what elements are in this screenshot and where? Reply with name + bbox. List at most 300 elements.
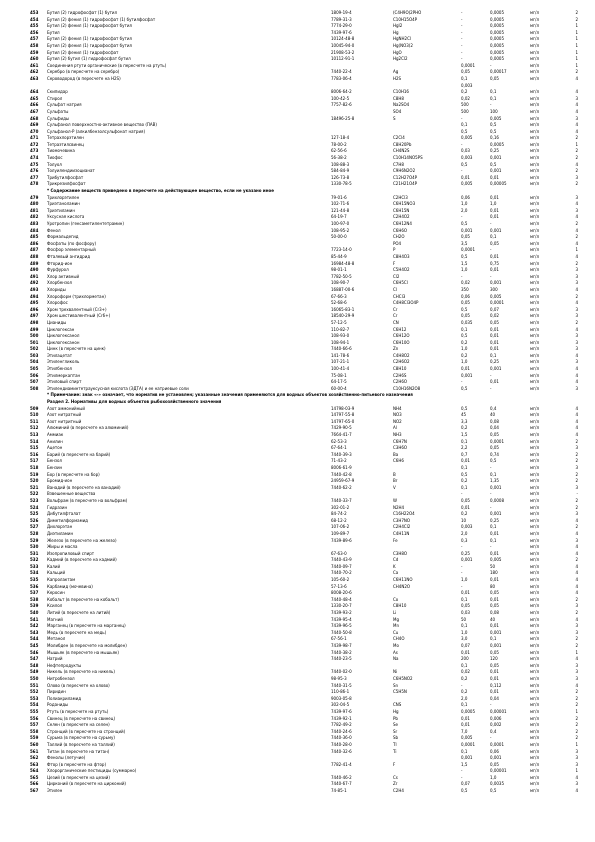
- substance-name: Триэтаноламин: [47, 201, 80, 207]
- limit-value-b: 0,01: [490, 174, 499, 180]
- cas-number: 56-38-2: [331, 155, 347, 161]
- limit-value-a: 0,7: [461, 451, 468, 457]
- row-index: 523: [30, 497, 39, 503]
- chemical-formula: C9H6N2O2: [393, 168, 416, 174]
- hazard-class: 2: [575, 715, 578, 721]
- table-row: [0, 162, 595, 169]
- hazard-class: 1: [575, 23, 578, 29]
- chemical-formula: CNS: [393, 702, 402, 708]
- row-index: 530: [30, 544, 39, 550]
- table-row: [0, 221, 595, 228]
- hazard-class: 4: [575, 418, 578, 424]
- limit-value-a: -: [461, 42, 463, 48]
- substance-name: Ксилол: [47, 603, 63, 609]
- hazard-class: 2: [575, 10, 578, 15]
- chemical-formula: C2HCl3: [393, 194, 408, 200]
- hazard-class: 3: [575, 781, 578, 787]
- limit-value-a: -: [461, 168, 463, 174]
- limit-value-b: 180: [490, 570, 498, 576]
- cas-number: 16887-00-6: [331, 286, 355, 292]
- limit-value-a: 0,1: [461, 623, 468, 629]
- unit: мг/л: [530, 438, 540, 444]
- limit-value-b: 0,74: [490, 451, 499, 457]
- table-row: [0, 630, 595, 637]
- unit: мг/л: [530, 583, 540, 589]
- cas-number: 127-18-4: [331, 135, 350, 141]
- table-row: [0, 458, 595, 465]
- unit: мг/л: [530, 339, 540, 345]
- unit: мг/л: [530, 267, 540, 273]
- row-index: 527: [30, 524, 39, 530]
- row-index: 497: [30, 313, 39, 319]
- substance-name: Анилин: [47, 438, 63, 444]
- limit-value-b: 0,01: [490, 267, 499, 273]
- row-index: 473: [30, 148, 39, 154]
- table-row: [0, 175, 595, 182]
- cas-number: 7440-32-6: [331, 748, 352, 754]
- limit-value-b: 0,05: [490, 649, 499, 655]
- unit: мг/л: [530, 649, 540, 655]
- table-row: [0, 340, 595, 347]
- chemical-formula: Tl: [393, 741, 397, 747]
- table-row: [0, 366, 595, 373]
- cas-number: 7440-31-5: [331, 682, 352, 688]
- substance-name: Таллий (в пересчете на таллий): [47, 741, 115, 747]
- hazard-class: 4: [575, 214, 578, 220]
- chemical-formula: C7H8: [393, 161, 404, 167]
- row-index: 480: [30, 201, 39, 207]
- table-row: [0, 234, 595, 241]
- row-index: 507: [30, 379, 39, 385]
- unit: мг/л: [530, 464, 540, 470]
- limit-value-a: 0,25: [461, 550, 470, 556]
- limit-value-a: 0,3: [461, 537, 468, 543]
- cas-number: 584-84-9: [331, 168, 350, 174]
- table-row: [0, 768, 595, 775]
- cas-number: 18496-25-8: [331, 115, 355, 121]
- limit-value-b: 0,01: [490, 214, 499, 220]
- row-index: 539: [30, 603, 39, 609]
- limit-value-b: 0,05: [490, 432, 499, 437]
- chemical-formula: C2H6O2: [393, 359, 410, 365]
- row-index: 483: [30, 221, 39, 226]
- chemical-formula: C3H7NO: [393, 517, 411, 523]
- limit-value-b: 0,05: [490, 445, 499, 451]
- chemical-formula: C5H5N: [393, 689, 407, 695]
- hazard-class: 2: [575, 168, 578, 174]
- row-index: 556: [30, 715, 39, 721]
- chemical-formula: Cs: [393, 774, 398, 780]
- unit: мг/л: [530, 168, 540, 174]
- row-index: 516: [30, 451, 39, 457]
- table-row: [0, 735, 595, 742]
- limit-value-a: -: [461, 682, 463, 688]
- substance-name: Метанол: [47, 636, 66, 642]
- row-index: 500: [30, 333, 39, 339]
- limit-value-b: 0,0005: [490, 23, 504, 29]
- row-index: 533: [30, 563, 39, 569]
- chemical-formula: B: [393, 471, 396, 477]
- limit-value-b: 120: [490, 656, 498, 662]
- limit-value-a: 350: [461, 286, 469, 292]
- hazard-class: 4: [575, 253, 578, 259]
- cas-number: 7440-42-8: [331, 471, 352, 477]
- unit: мг/л: [530, 418, 540, 424]
- limit-value-a: 0,05: [461, 300, 470, 306]
- substance-name: Цезий (в пересчете на цезий): [47, 774, 110, 780]
- limit-value-b: 0,0001: [490, 438, 504, 444]
- cas-number: 100-97-0: [331, 221, 350, 226]
- substance-name: Стронций (в пересчете на стронций): [47, 728, 126, 734]
- limit-value-a: 0,07: [461, 643, 470, 648]
- chemical-formula: H2S: [393, 75, 402, 81]
- row-index: 502: [30, 346, 39, 352]
- table-row: [0, 392, 595, 399]
- substance-name: Диэтиламин: [47, 530, 74, 536]
- limit-value-b: 0,5: [490, 122, 497, 128]
- table-row: [0, 89, 595, 96]
- substance-name: Кадмий (в пересчете на кадмий): [47, 557, 117, 563]
- row-index: 485: [30, 234, 39, 240]
- cas-number: 64-17-5: [331, 379, 347, 385]
- limit-value-a: 0,1: [461, 326, 468, 332]
- cas-number: 108-88-3: [331, 161, 350, 167]
- cas-number: 67-56-1: [331, 636, 347, 642]
- substance-name: Сульфаты: [47, 108, 69, 114]
- row-index: 477: [30, 174, 39, 180]
- cas-number: 57-13-6: [331, 583, 347, 589]
- row-index: 513: [30, 432, 39, 437]
- row-index: 553: [30, 695, 39, 701]
- table-row: [0, 373, 595, 380]
- unit: мг/л: [530, 260, 540, 266]
- limit-value-b: 0,00001: [490, 768, 507, 774]
- hazard-class: 3: [575, 306, 578, 312]
- limit-value-b: 0,0005: [490, 42, 504, 48]
- limit-value-b: -: [490, 464, 492, 470]
- substance-name: Полиакриламид: [47, 695, 82, 701]
- limit-value-a: 45: [461, 412, 467, 418]
- table-row: [0, 439, 595, 446]
- cas-number: 78-00-2: [331, 141, 347, 147]
- unit: мг/л: [530, 359, 540, 365]
- unit: мг/л: [530, 596, 540, 602]
- chemical-formula: P: [393, 247, 396, 253]
- unit: мг/л: [530, 75, 540, 81]
- table-row: [0, 524, 595, 531]
- table-row: [0, 781, 595, 788]
- chemical-formula: S: [393, 115, 396, 121]
- table-row: [0, 102, 595, 109]
- unit: мг/л: [530, 702, 540, 708]
- hazard-class: 4: [575, 227, 578, 233]
- substance-name: Сульфанол поверхностно-активное вещество (ПАВ): [47, 122, 157, 128]
- cas-number: 8006-61-9: [331, 464, 352, 470]
- substance-name: Циклогексан: [47, 326, 75, 332]
- table-row: [0, 23, 595, 30]
- limit-value-a: -: [461, 570, 463, 576]
- limit-value-a: 0,01: [461, 174, 470, 180]
- limit-value-b: -: [490, 385, 492, 391]
- table-row: [0, 327, 595, 334]
- unit: мг/л: [530, 603, 540, 609]
- table-row: [0, 518, 595, 525]
- substance-name: Фтор (в пересчете на фтор): [47, 761, 107, 767]
- row-index: 498: [30, 319, 39, 325]
- row-index: 561: [30, 748, 39, 754]
- limit-value-a: 0,5: [461, 306, 468, 312]
- unit: мг/л: [530, 333, 540, 339]
- chemical-formula: C6H5Cl: [393, 280, 408, 286]
- table-row: [0, 43, 595, 50]
- row-index: 520: [30, 478, 39, 484]
- hazard-class: 4: [575, 563, 578, 569]
- hazard-class: 2: [575, 438, 578, 444]
- table-row: [0, 538, 595, 545]
- row-index: 566: [30, 781, 39, 787]
- substance-name: Литий (в пересчете на литий): [47, 610, 111, 616]
- limit-value-a: 0,005: [461, 135, 473, 141]
- substance-name: Тетрахлорэтилен: [47, 135, 84, 141]
- row-index: 482: [30, 214, 39, 220]
- row-index: 501: [30, 339, 39, 345]
- unit: мг/л: [530, 616, 540, 622]
- unit: мг/л: [530, 675, 540, 681]
- limit-value-a: -: [461, 141, 463, 147]
- limit-value-b: 0,1: [490, 636, 497, 642]
- cas-number: 98-95-3: [331, 675, 347, 681]
- limit-value-b: 0,75: [490, 260, 499, 266]
- table-row: [0, 168, 595, 175]
- unit: мг/л: [530, 293, 540, 299]
- hazard-class: 2: [575, 702, 578, 708]
- limit-value-b: 0,005: [490, 293, 502, 299]
- unit: мг/л: [530, 478, 540, 484]
- row-index: 563: [30, 761, 39, 767]
- substance-name: * Примечание: знак «-» означает, что норматив не установлен; указанные значения применяются для водных объектов хозяйственно-питьевого назначения: [47, 392, 413, 398]
- limit-value-b: 0,001: [490, 484, 502, 490]
- hazard-class: 1: [575, 708, 578, 714]
- substance-name: Марганец (в пересчете на марганец): [47, 623, 126, 629]
- cas-number: 1330-20-7: [331, 603, 352, 609]
- unit: мг/л: [530, 708, 540, 714]
- row-index: 471: [30, 135, 39, 141]
- substance-name: Этиловый спирт: [47, 379, 82, 385]
- unit: мг/л: [530, 122, 540, 128]
- limit-value-b: 0,001: [490, 643, 502, 648]
- chemical-formula: Al: [393, 425, 397, 431]
- chemical-formula: C2H6O: [393, 379, 408, 385]
- limit-value-b: 0,001: [490, 755, 502, 761]
- row-index: 504: [30, 359, 39, 365]
- row-index: 564: [30, 768, 39, 774]
- substance-name: Ртуть (в пересчете на ртуть): [47, 708, 109, 714]
- limit-value-b: 0,001: [490, 168, 502, 174]
- limit-value-a: 0,03: [461, 610, 470, 616]
- unit: мг/л: [530, 530, 540, 536]
- row-index: 559: [30, 735, 39, 741]
- limit-value-a: 0,2: [461, 511, 468, 517]
- table-row: [0, 307, 595, 314]
- chemical-formula: C10H16N2O8: [393, 385, 421, 391]
- row-index: 537: [30, 590, 39, 596]
- chemical-formula: PO4: [393, 240, 402, 246]
- hazard-class: 3: [575, 273, 578, 279]
- hazard-class: 3: [575, 445, 578, 451]
- table-row: [0, 247, 595, 254]
- limit-value-a: 0,05: [461, 69, 470, 75]
- limit-value-b: 300: [490, 286, 498, 292]
- table-row: [0, 676, 595, 683]
- limit-value-a: -: [461, 56, 463, 62]
- cas-number: 7664-41-7: [331, 432, 352, 437]
- chemical-formula: Li: [393, 610, 397, 616]
- unit: мг/л: [530, 405, 540, 411]
- table-row: [0, 432, 595, 439]
- row-index: 491: [30, 273, 39, 279]
- hazard-class: 2: [575, 610, 578, 616]
- table-row: [0, 313, 595, 320]
- unit: мг/л: [530, 629, 540, 635]
- limit-value-b: 0,01: [490, 550, 499, 556]
- row-index: 511: [30, 418, 39, 424]
- substance-name: Сурьма (в пересчете на сурьму): [47, 735, 115, 741]
- cas-number: 68-12-2: [331, 517, 347, 523]
- limit-value-b: 0,05: [490, 240, 499, 246]
- substance-name: Аммиак: [47, 432, 64, 437]
- row-index: 532: [30, 557, 39, 563]
- unit: мг/л: [530, 372, 540, 378]
- limit-value-a: 1,0: [461, 577, 468, 583]
- cas-number: 7439-93-2: [331, 610, 352, 616]
- limit-value-a: 0,01: [461, 504, 470, 510]
- unit: мг/л: [530, 10, 540, 15]
- limit-value-a: -: [461, 491, 463, 497]
- substance-name: Хлороформ (трихлорметан): [47, 293, 106, 299]
- limit-value-b: 0,0005: [490, 16, 504, 22]
- substance-name: Железо (в пересчете на железо): [47, 537, 117, 543]
- hazard-class: 4: [575, 75, 578, 81]
- chemical-formula: HgO: [393, 49, 402, 55]
- cas-number: 108-94-1: [331, 339, 350, 345]
- table-row: [0, 551, 595, 558]
- hazard-class: 4: [575, 517, 578, 523]
- table-row: [0, 96, 595, 103]
- table-row: [0, 36, 595, 43]
- table-row: [0, 346, 595, 353]
- row-index: 503: [30, 352, 39, 358]
- unit: мг/л: [530, 755, 540, 761]
- limit-value-a: 0,2: [461, 478, 468, 484]
- chemical-formula: C6H6: [393, 458, 404, 464]
- substance-name: Этиленгликоль: [47, 359, 80, 365]
- row-index: 506: [30, 372, 39, 378]
- limit-value-b: -: [490, 735, 492, 741]
- row-index: 460: [30, 56, 39, 62]
- unit: мг/л: [530, 774, 540, 780]
- table-row: [0, 669, 595, 676]
- limit-value-a: 500: [461, 108, 469, 114]
- hazard-class: 2: [575, 458, 578, 464]
- cas-number: 10124-48-8: [331, 36, 355, 42]
- hazard-class: 2: [575, 695, 578, 701]
- hazard-class: 3: [575, 484, 578, 490]
- cas-number: 7783-06-4: [331, 75, 352, 81]
- chemical-formula: NH3: [393, 432, 402, 437]
- cas-number: 7439-96-5: [331, 623, 352, 629]
- chemical-formula: C8H10: [393, 366, 407, 372]
- row-index: 524: [30, 504, 39, 510]
- limit-value-b: 0,5: [490, 128, 497, 134]
- substance-name: Хлорорганические пестициды (суммарно): [47, 768, 137, 774]
- table-row: [0, 228, 595, 235]
- table-row: [0, 116, 595, 123]
- limit-value-a: 0,2: [461, 689, 468, 695]
- hazard-class: 2: [575, 69, 578, 75]
- cas-number: 10112-91-1: [331, 56, 355, 62]
- limit-value-a: 0,0005: [461, 708, 475, 714]
- limit-value-a: 0,5: [461, 221, 468, 226]
- hazard-class: 3: [575, 537, 578, 543]
- table-row: [0, 195, 595, 202]
- hazard-class: 2: [575, 689, 578, 695]
- row-index: 554: [30, 702, 39, 708]
- chemical-formula: W: [393, 497, 397, 503]
- limit-value-b: 0,04: [490, 425, 499, 431]
- limit-value-b: 0,25: [490, 359, 499, 365]
- substance-name: Молибден (в пересчете на молибден): [47, 643, 127, 648]
- row-index: 552: [30, 689, 39, 695]
- limit-value-b: 0,1: [490, 537, 497, 543]
- row-index: 509: [30, 405, 39, 411]
- cas-number: 7440-09-7: [331, 563, 352, 569]
- limit-value-a: 1,0: [461, 201, 468, 207]
- unit: мг/л: [530, 761, 540, 767]
- table-row: [0, 749, 595, 756]
- limit-value-b: 50: [490, 563, 496, 569]
- hazard-class: 2: [575, 319, 578, 325]
- limit-value-a: 0,1: [461, 596, 468, 602]
- limit-value-a: 0,2: [461, 339, 468, 345]
- hazard-class: 2: [575, 643, 578, 648]
- unit: мг/л: [530, 682, 540, 688]
- unit: мг/л: [530, 306, 540, 312]
- unit: мг/л: [530, 741, 540, 747]
- limit-value-a: 3,5: [461, 240, 468, 246]
- table-row: [0, 267, 595, 274]
- chemical-formula: Na2SO4: [393, 102, 410, 108]
- unit: мг/л: [530, 29, 540, 35]
- hazard-class: 4: [575, 161, 578, 167]
- hazard-class: 4: [575, 89, 578, 95]
- limit-value-b: 0,0005: [490, 141, 504, 147]
- hazard-class: 4: [575, 300, 578, 306]
- hazard-class: 2: [575, 234, 578, 240]
- limit-value-b: 0,06: [490, 748, 499, 754]
- hazard-class: 4: [575, 326, 578, 332]
- table-row: [0, 557, 595, 564]
- hazard-class: 1: [575, 49, 578, 55]
- limit-value-a: 0,5: [461, 333, 468, 339]
- limit-value-a: -: [461, 115, 463, 121]
- limit-value-b: -: [490, 102, 492, 108]
- chemical-formula: Sb: [393, 735, 399, 741]
- table-row: [0, 333, 595, 340]
- cas-number: 57-12-5: [331, 319, 347, 325]
- chemical-formula: Cd: [393, 557, 399, 563]
- limit-value-b: 0,1: [490, 524, 497, 530]
- row-index: 547: [30, 656, 39, 662]
